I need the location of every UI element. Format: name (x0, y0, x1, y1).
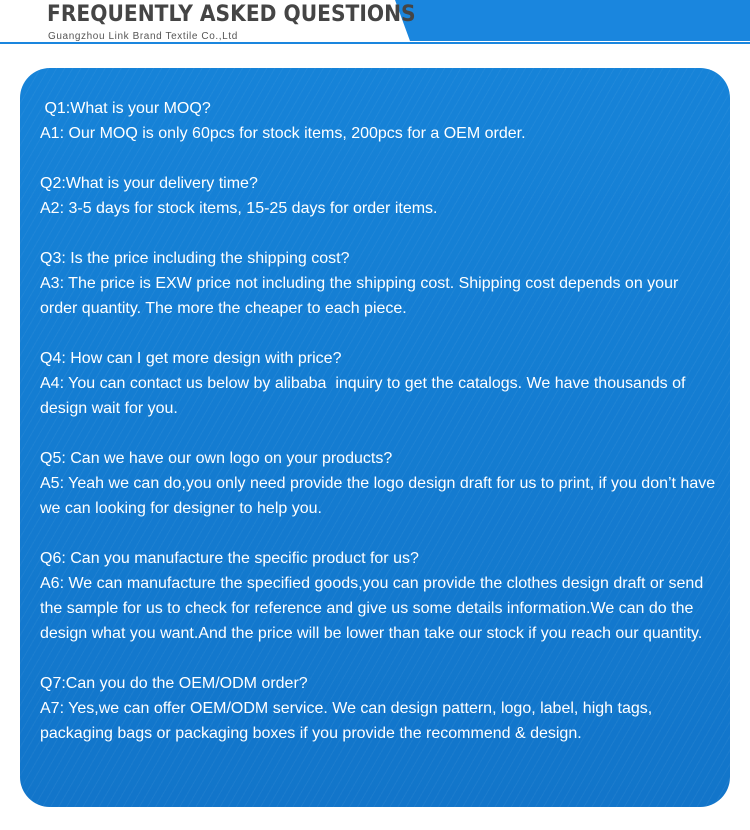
faq-answer: A1: Our MOQ is only 60pcs for stock items, 200pcs for a OEM order. (40, 125, 526, 142)
faq-question: Q4: How can I get more design with price? (40, 350, 342, 367)
faq-item-2 (40, 171, 720, 221)
faq-card (20, 68, 730, 807)
faq-question: Q2:What is your delivery time? (40, 175, 258, 192)
faq-question: Q1:What is your MOQ? (40, 100, 211, 117)
faq-answer: A5: Yeah we can do,you only need provide the logo design draft for us to print, if you don’t have we can looking for designer to help you. (40, 475, 720, 517)
faq-answer: A6: We can manufacture the specified goods,you can provide the clothes design draft or send the sample for us to check for reference and give us some details information.We can do the design what you want.And the price will be lower than take our stock if you reach our quantity. (40, 575, 708, 642)
faq-question: Q3: Is the price including the shipping cost? (40, 250, 350, 267)
faq-answer: A4: You can contact us below by alibaba inquiry to get the catalogs. We have thousands of design wait for you. (40, 375, 690, 417)
faq-item-5 (40, 446, 720, 521)
faq-item-6 (40, 546, 720, 646)
company-name: Guangzhou Link Brand Textile Co.,Ltd (48, 31, 238, 42)
faq-item-1 (40, 96, 720, 146)
faq-item-4 (40, 346, 720, 421)
faq-question: Q7:Can you do the OEM/ODM order? (40, 675, 308, 692)
faq-question: Q6: Can you manufacture the specific product for us? (40, 550, 419, 567)
faq-item-7 (40, 671, 720, 746)
faq-answer: A3: The price is EXW price not including the shipping cost. Shipping cost depends on your order quantity. The more the cheaper to each piece. (40, 275, 683, 317)
faq-item-3 (40, 246, 720, 321)
faq-list (40, 96, 720, 746)
header-banner (0, 0, 750, 48)
page-title: FREQUENTLY ASKED QUESTIONS (47, 2, 416, 27)
faq-answer: A7: Yes,we can offer OEM/ODM service. We can design pattern, logo, label, high tags, packaging bags or packaging boxes if you provide the recommend & design. (40, 700, 657, 742)
faq-answer: A2: 3-5 days for stock items, 15-25 days for order items. (40, 200, 438, 217)
header-underline (0, 42, 750, 44)
faq-question: Q5: Can we have our own logo on your products? (40, 450, 393, 467)
